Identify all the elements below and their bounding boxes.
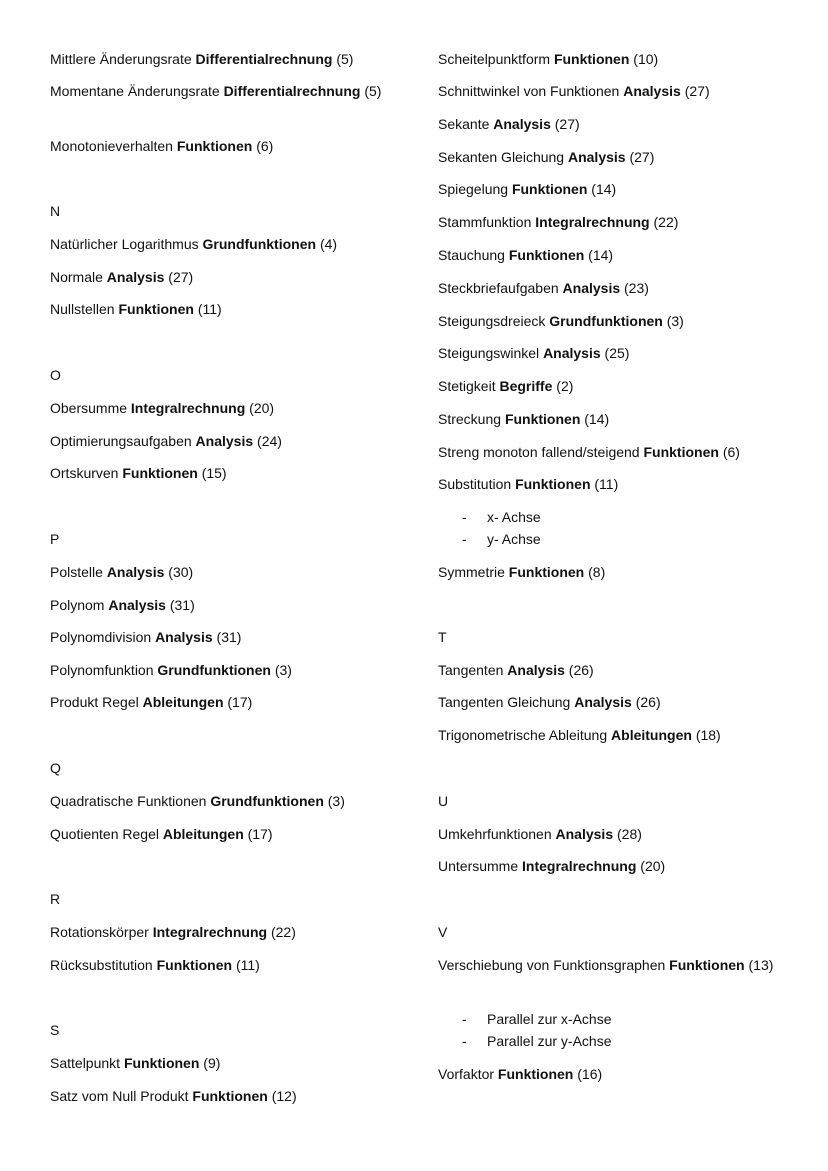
index-entry-substitution [438,474,618,495]
index-category: Funktionen [497,1066,574,1082]
index-entry-satz-vom-null-produkt [50,1086,297,1107]
index-category: Grundfunktionen [157,662,271,678]
index-term: Substitution [438,476,512,492]
index-entry-optimierungsaufgaben [50,431,282,452]
index-term: Stammfunktion [438,214,532,230]
index-category: Analysis [623,83,681,99]
index-page-number: (14) [584,411,610,427]
index-page-number: (9) [203,1055,221,1071]
index-page-number: (27) [629,149,655,165]
index-term: Stetigkeit [438,378,496,394]
index-category: Funktionen [643,444,719,460]
index-page-number: (26) [635,694,661,710]
index-category: Ableitungen [142,694,224,710]
index-page-number: (23) [624,280,649,296]
index-term: Sattelpunkt [50,1055,121,1071]
index-page-number: (13) [748,957,774,973]
index-category: Analysis [493,116,551,132]
index-term: Vorfaktor [438,1066,495,1082]
index-entry-schnittwinkel-von-funktionen [438,81,710,102]
index-term: Rotationskörper [50,924,149,940]
bullet-text: Parallel zur y-Achse [487,1033,612,1049]
index-page-number: (8) [588,564,606,580]
index-category: Funktionen [192,1088,268,1104]
bullet-text: y- Achse [487,531,541,547]
index-category: Differentialrechnung [195,51,333,67]
index-entry-mittlere-änderungsrate [50,49,353,70]
index-category: Analysis [108,597,166,613]
index-page-number: (31) [216,629,242,645]
index-entry-symmetrie [438,562,605,583]
index-entry-steckbriefaufgaben [438,278,649,299]
index-page-number: (11) [235,957,260,973]
index-entry-polynomdivision [50,627,241,648]
index-entry-streng-monoton-fallend-steigend [438,442,740,463]
index-term: Tangenten [438,662,504,678]
index-term: Satz vom Null Produkt [50,1088,189,1104]
sub-bullet-item [438,507,541,528]
index-term: Scheitelpunktform [438,51,551,67]
section-letter-r: R [50,891,61,907]
index-entry-polynom [50,595,195,616]
index-page-number: (14) [591,181,617,197]
index-page-number: (15) [201,465,227,481]
index-term: Steckbriefaufgaben [438,280,559,296]
index-entry-quadratische-funktionen [50,791,345,812]
index-entry-untersumme [438,856,665,877]
index-entry-nullstellen [50,299,222,320]
index-category: Funktionen [553,51,630,67]
index-entry-streckung [438,409,609,430]
index-category: Integralrechnung [535,214,650,230]
index-category: Differentialrechnung [223,83,361,99]
index-entry-polynomfunktion [50,660,292,681]
index-page-number: (18) [695,727,721,743]
index-category: Grundfunktionen [549,313,663,329]
index-category: Analysis [106,269,165,285]
index-page-number: (11) [197,301,222,317]
index-page-number: (31) [169,597,195,613]
index-term: Optimierungsaufgaben [50,433,192,449]
bullet-dash-icon: - [462,1011,467,1027]
index-term: Steigungsdreieck [438,313,546,329]
index-category: Integralrechnung [522,858,637,874]
bullet-dash-icon: - [462,1033,467,1049]
index-term: Quotienten Regel [50,826,159,842]
index-term: Sekanten Gleichung [438,149,565,165]
index-entry-obersumme [50,398,274,419]
index-page-number: (20) [640,858,666,874]
index-term: Nullstellen [50,301,115,317]
index-entry-sekante [438,114,580,135]
index-category: Analysis [155,629,213,645]
index-entry-polstelle [50,562,193,583]
index-term: Steigungswinkel [438,345,540,361]
section-letter-n: N [50,203,61,219]
index-term: Schnittwinkel von Funktionen [438,83,620,99]
section-letter-v: V [438,924,448,940]
index-entry-natürlicher-logarithmus [50,234,337,255]
index-category: Integralrechnung [130,400,246,416]
bullet-dash-icon: - [462,531,467,547]
section-letter-o: O [50,367,61,383]
index-entry-verschiebung-von-funktionsgraphen [438,955,778,976]
index-term: Normale [50,269,103,285]
index-entry-produkt-regel [50,692,252,713]
index-category: Funktionen [122,465,198,481]
index-category: Grundfunktionen [210,793,324,809]
index-entry-quotienten-regel [50,824,273,845]
index-entry-umkehrfunktionen [438,824,642,845]
index-category: Funktionen [508,564,585,580]
index-category: Funktionen [176,138,253,154]
section-letter-t: T [438,629,447,645]
index-entry-trigonometrische-ableitung [438,725,721,746]
index-entry-tangenten [438,660,594,681]
index-term: Untersumme [438,858,519,874]
index-term: Polstelle [50,564,103,580]
index-category: Begriffe [499,378,553,394]
index-category: Ableitungen [162,826,244,842]
index-term: Momentane Änderungsrate [50,83,220,99]
index-page-number: (27) [684,83,710,99]
index-page-number: (30) [168,564,194,580]
index-category: Funktionen [508,247,585,263]
index-category: Funktionen [504,411,581,427]
index-page-number: (22) [653,214,679,230]
index-page-number: (10) [633,51,659,67]
section-letter-u: U [438,793,449,809]
index-term: Spiegelung [438,181,509,197]
index-category: Ableitungen [611,727,692,743]
bullet-dash-icon: - [462,509,467,525]
index-entry-vorfaktor [438,1064,602,1085]
index-entry-rücksubstitution [50,955,260,976]
index-term: Monotonieverhalten [50,138,173,154]
index-entry-stetigkeit [438,376,573,397]
index-page-number: (14) [588,247,614,263]
index-entry-steigungsdreieck [438,311,684,332]
index-page-number: (27) [168,269,194,285]
index-page-number: (11) [594,476,619,492]
index-page-number: (6) [722,444,740,460]
index-category: Integralrechnung [152,924,268,940]
bullet-text: x- Achse [487,509,541,525]
index-page-number: (16) [577,1066,603,1082]
index-entry-normale [50,267,193,288]
index-term: Obersumme [50,400,128,416]
index-entry-rotationskörper [50,922,296,943]
index-category: Funktionen [669,957,745,973]
index-term: Rücksubstitution [50,957,153,973]
index-category: Analysis [195,433,254,449]
section-letter-p: P [50,531,60,547]
index-entry-tangenten-gleichung [438,692,661,713]
index-entry-spiegelung [438,179,616,200]
index-entry-stammfunktion [438,212,678,233]
index-category: Analysis [555,826,614,842]
index-term: Streng monoton fallend/steigend [438,444,640,460]
sub-bullet-item [438,529,541,550]
index-page-number: (3) [327,793,345,809]
index-term: Quadratische Funktionen [50,793,207,809]
index-page-number: (3) [666,313,684,329]
index-entry-stauchung [438,245,613,266]
index-page-number: (17) [227,694,253,710]
index-term: Sekante [438,116,490,132]
index-term: Tangenten Gleichung [438,694,571,710]
index-term: Polynomfunktion [50,662,154,678]
index-entry-steigungswinkel [438,343,629,364]
index-category: Analysis [507,662,565,678]
index-page-number: (25) [604,345,630,361]
index-entry-ortskurven [50,463,227,484]
index-page-number: (6) [256,138,274,154]
index-category: Grundfunktionen [202,236,317,252]
index-category: Funktionen [511,181,588,197]
index-term: Verschiebung von Funktionsgraphen [438,957,666,973]
index-entry-scheitelpunktform [438,49,658,70]
index-page-number: (27) [554,116,580,132]
index-page-number: (28) [617,826,642,842]
index-page-number: (22) [270,924,296,940]
index-term: Trigonometrische Ableitung [438,727,608,743]
index-term: Polynomdivision [50,629,152,645]
index-entry-sekanten-gleichung [438,147,654,168]
index-category: Funktionen [515,476,591,492]
index-category: Analysis [567,149,626,165]
index-category: Analysis [562,280,621,296]
index-page-number: (2) [556,378,574,394]
index-page-number: (26) [568,662,594,678]
section-letter-s: S [50,1022,60,1038]
index-page-number: (4) [319,236,338,252]
index-term: Polynom [50,597,105,613]
index-page-number: (12) [271,1088,297,1104]
index-category: Funktionen [123,1055,200,1071]
index-term: Umkehrfunktionen [438,826,552,842]
index-category: Analysis [543,345,601,361]
index-term: Ortskurven [50,465,119,481]
section-letter-q: Q [50,760,61,776]
index-term: Produkt Regel [50,694,139,710]
index-page-number: (24) [257,433,282,449]
index-term: Mittlere Änderungsrate [50,51,192,67]
index-term: Stauchung [438,247,505,263]
index-page-number: (5) [364,83,382,99]
index-page-number: (5) [336,51,354,67]
index-category: Analysis [106,564,165,580]
bullet-text: Parallel zur x-Achse [487,1011,612,1027]
index-page-number: (17) [247,826,273,842]
index-page-number: (20) [249,400,275,416]
index-page-number: (3) [274,662,292,678]
index-category: Analysis [574,694,632,710]
sub-bullet-item [438,1009,612,1030]
index-term: Natürlicher Logarithmus [50,236,199,252]
sub-bullet-item [438,1031,612,1052]
index-category: Funktionen [118,301,194,317]
index-term: Symmetrie [438,564,505,580]
index-entry-monotonieverhalten [50,136,273,157]
index-term: Streckung [438,411,502,427]
index-entry-momentane-änderungsrate [50,81,385,102]
index-category: Funktionen [156,957,233,973]
index-entry-sattelpunkt [50,1053,220,1074]
